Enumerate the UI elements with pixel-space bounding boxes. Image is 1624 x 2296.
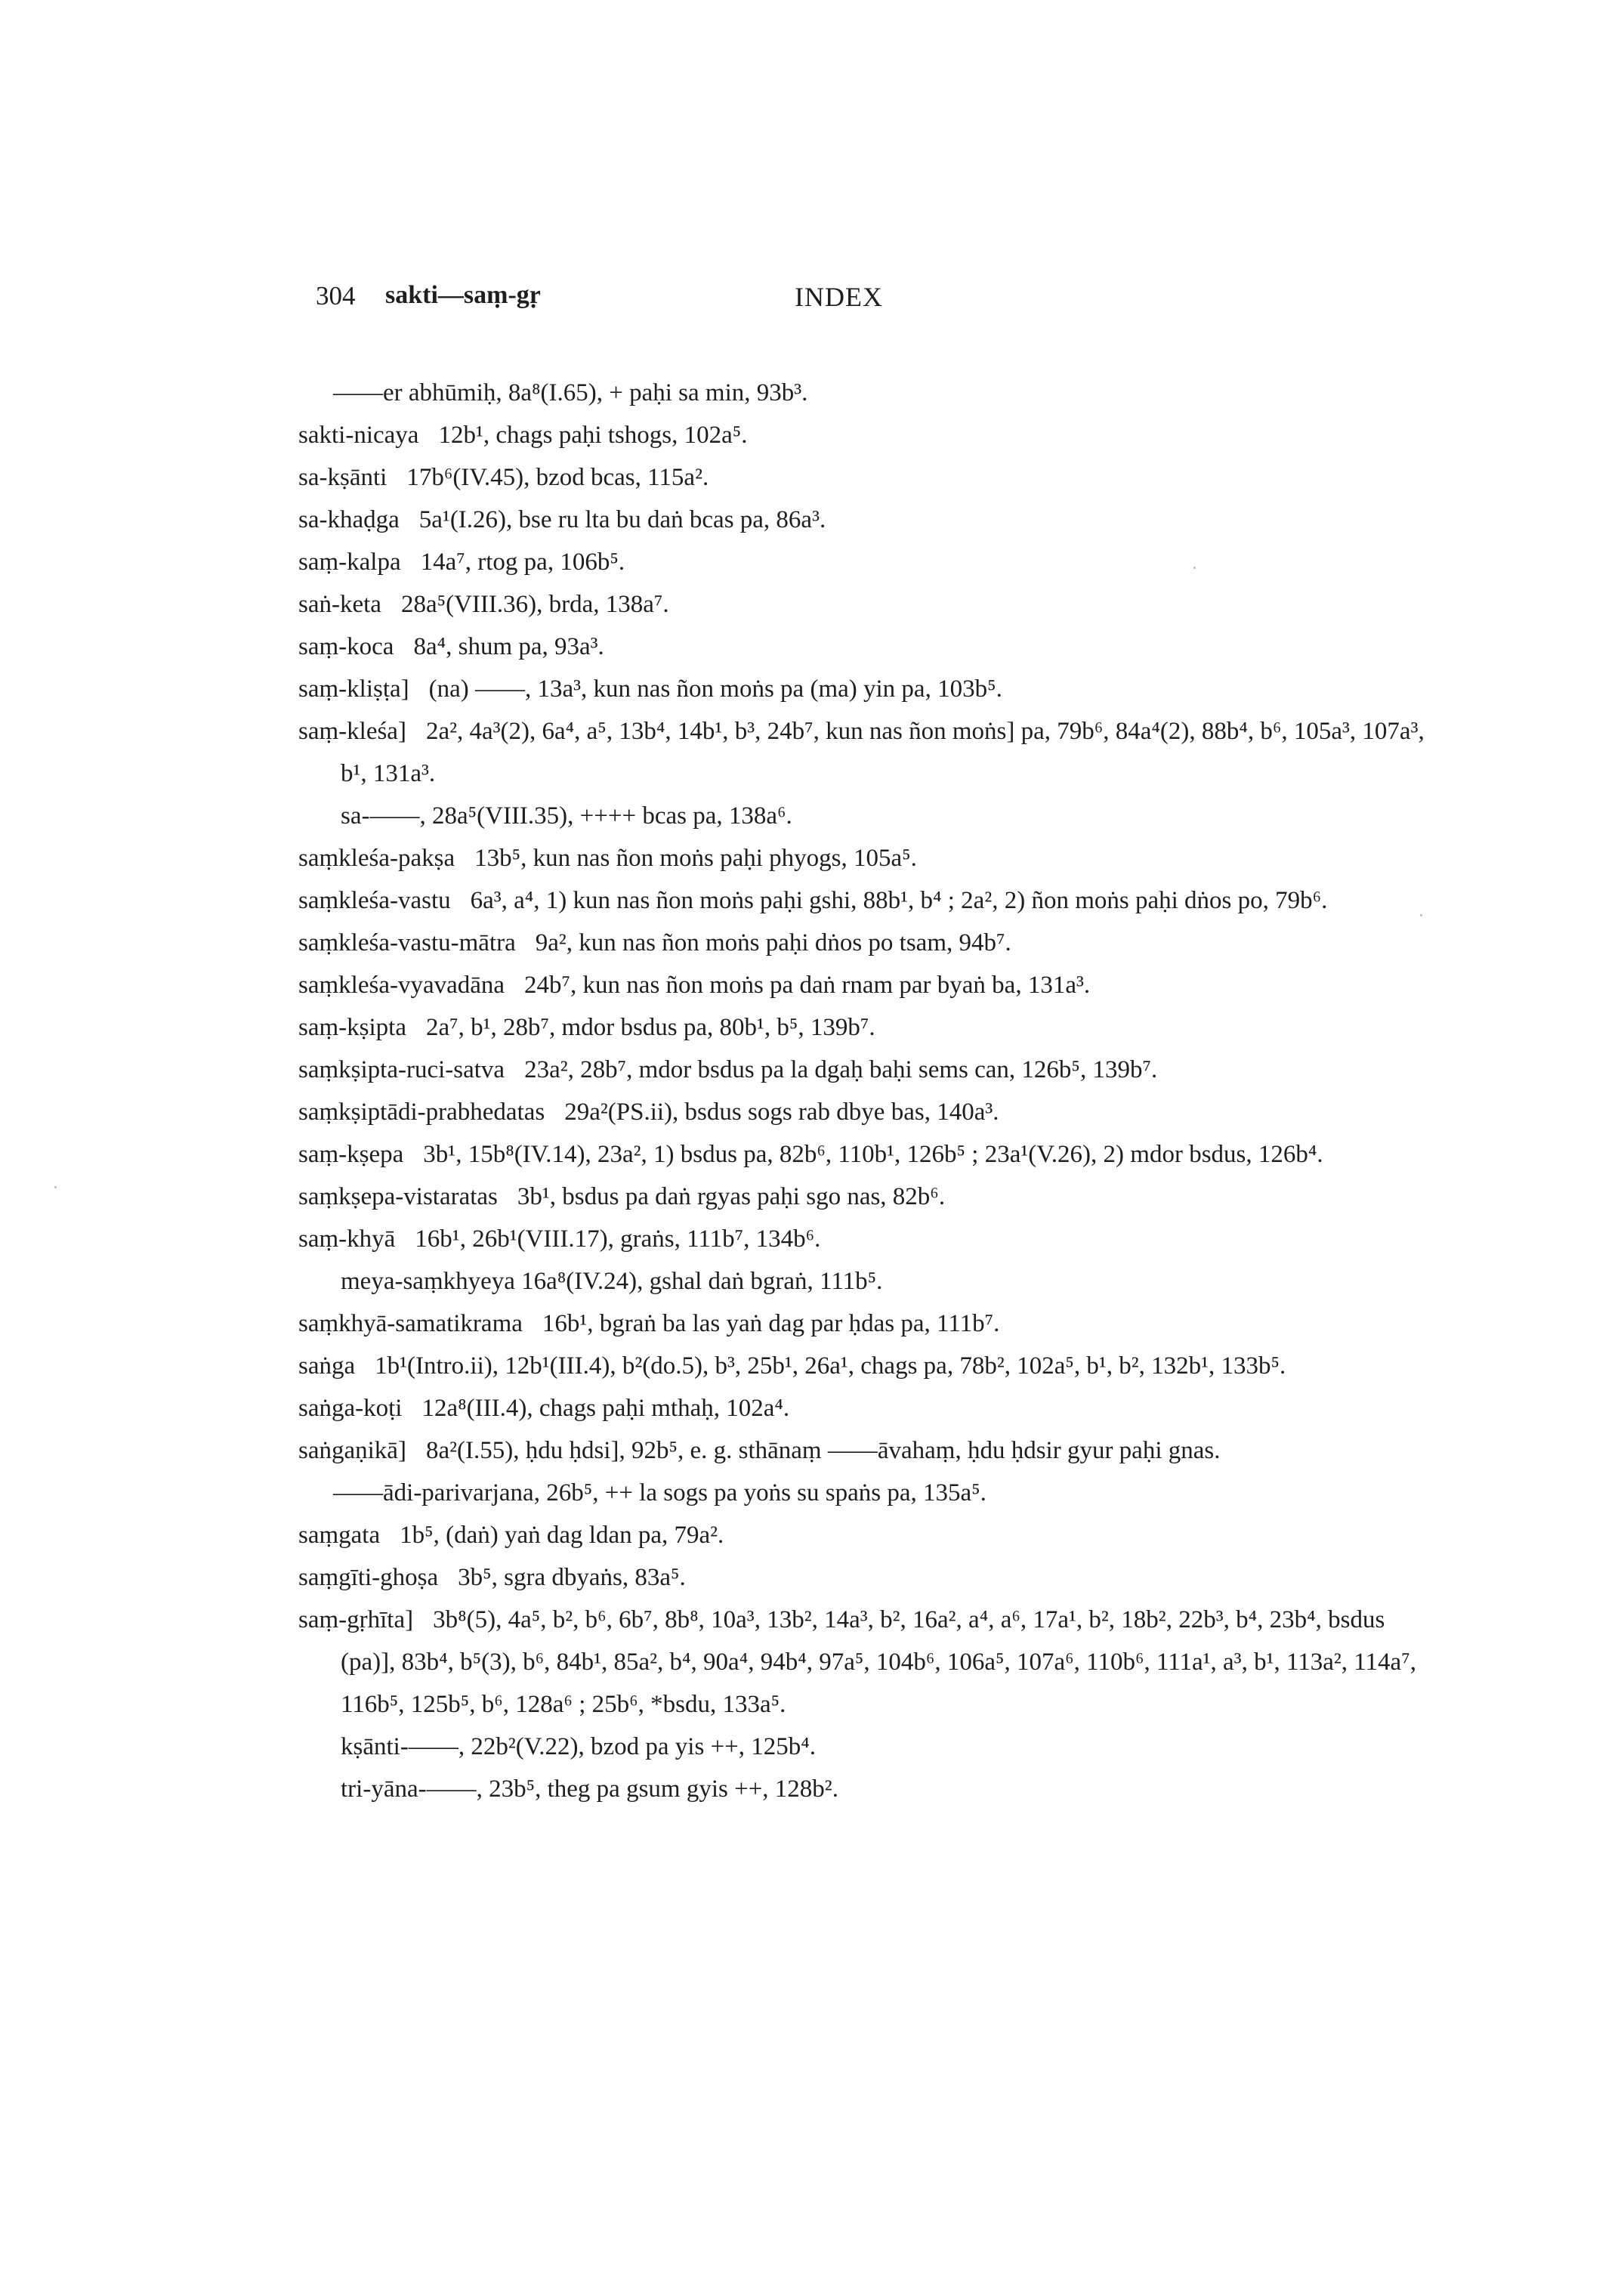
index-entry <box>298 837 1431 879</box>
entry-text: 8a⁴, shum pa, 93a³. <box>413 633 604 660</box>
entry-text: 3b¹, bsdus pa daṅ rgyas paḥi sgo nas, 82b⁶. <box>517 1183 946 1210</box>
index-entry <box>298 1345 1431 1387</box>
entry-lemma: saṃ-khyā <box>298 1225 396 1253</box>
entry-text: 12b¹, chags paḥi tshogs, 102a⁵. <box>438 422 748 449</box>
entry-lemma: saṃkleśa-vastu-mātra <box>298 929 516 956</box>
entry-text: 23a², 28b⁷, mdor bsdus pa la dgaḥ baḥi sems can, 126b⁵, 139b⁷. <box>524 1056 1158 1083</box>
index-entry <box>298 1091 1431 1133</box>
index-entry <box>298 668 1431 710</box>
index-entry <box>298 1387 1431 1429</box>
entry-lemma: saṃgata <box>298 1522 381 1549</box>
entry-text: 3b¹, 15b⁸(IV.14), 23a², 1) bsdus pa, 82b⁶, 110b¹, 126b⁵ ; 23a¹(V.26), 2) mdor bsdus, 126b⁴. <box>423 1141 1323 1168</box>
index-entry <box>298 1049 1431 1091</box>
entry-text: 28a⁵(VIII.36), brda, 138a⁷. <box>400 591 669 618</box>
entry-lemma: saṃkleśa-vyavadāna <box>298 972 505 999</box>
page-number: 304 <box>316 281 356 311</box>
entry-text: 17b⁶(IV.45), bzod bcas, 115a². <box>406 464 709 491</box>
entry-range: sakti—saṃ-gṛ <box>385 281 541 309</box>
index-entry <box>298 1133 1431 1176</box>
entry-text: 16b¹, 26b¹(VIII.17), graṅs, 111b⁷, 134b⁶. <box>415 1225 821 1253</box>
entry-lemma: sa-khaḍga <box>298 506 400 533</box>
entry-text: (na) ——, 13a³, kun nas ñon moṅs pa (ma) yin pa, 103b⁵. <box>428 675 1002 703</box>
entry-text: 8a²(I.55), ḥdu ḥdsi], 92b⁵, e. g. sthānaṃ ——āvahaṃ, ḥdu ḥdsir gyur paḥi gnas. <box>425 1437 1221 1464</box>
running-header <box>0 281 1624 326</box>
entry-text: 5a¹(I.26), bse ru lta bu daṅ bcas pa, 86a³. <box>418 506 826 533</box>
entry-text: 29a²(PS.ii), bsdus sogs rab dbye bas, 140a³. <box>564 1099 999 1126</box>
index-subentry: sa-——, 28a⁵(VIII.35), ++++ bcas pa, 138a⁶. <box>341 802 792 830</box>
index-entry <box>298 1303 1431 1345</box>
entry-text: 14a⁷, rtog pa, 106b⁵. <box>420 549 625 576</box>
index-entry <box>298 499 1431 541</box>
index-entry <box>298 1176 1431 1218</box>
entry-lemma: saṃkleśa-vastu <box>298 887 451 914</box>
index-subentry: meya-saṃkhyeya 16a⁸(IV.24), gshal daṅ bgraṅ, 111b⁵. <box>341 1268 883 1295</box>
index-entry <box>298 626 1431 668</box>
index-subentry: kṣānti-——, 22b²(V.22), bzod pa yis ++, 125b⁴. <box>341 1733 817 1760</box>
entry-lemma: saṃkṣepa-vistaratas <box>298 1183 498 1210</box>
index-entry <box>298 964 1431 1006</box>
index-entry <box>298 541 1431 583</box>
entry-text: 24b⁷, kun nas ñon moṅs pa daṅ rnam par byaṅ ba, 131a³. <box>524 972 1091 999</box>
index-entry <box>298 583 1431 626</box>
entry-lemma: saṅga <box>298 1352 356 1380</box>
entry-lemma: saṃ-kṣepa <box>298 1141 404 1168</box>
entry-text: 1b¹(Intro.ii), 12b¹(III.4), b²(do.5), b³, 25b¹, 26a¹, chags pa, 78b², 102a⁵, b¹, b², 132b¹, 133b⁵. <box>375 1352 1286 1380</box>
page-title: INDEX <box>795 282 883 312</box>
entry-lemma: sa-kṣānti <box>298 464 387 491</box>
index-entry <box>298 1556 1431 1599</box>
entry-text: 16b¹, bgraṅ ba las yaṅ dag par ḥdas pa, 111b⁷. <box>542 1310 1000 1337</box>
index-entries <box>298 372 1431 1810</box>
index-entry <box>298 1429 1431 1472</box>
entry-text: 1b⁵, (daṅ) yaṅ dag ldan pa, 79a². <box>400 1522 724 1549</box>
entry-text: 6a³, a⁴, 1) kun nas ñon moṅs paḥi gshi, 88b¹, b⁴ ; 2a², 2) ñon moṅs paḥi dṅos po, 79b⁶. <box>470 887 1328 914</box>
index-entry <box>298 414 1431 456</box>
entry-lemma: saṃ-koca <box>298 633 394 660</box>
entry-text: 12a⁸(III.4), chags paḥi mthaḥ, 102a⁴. <box>421 1395 790 1422</box>
index-entry <box>298 456 1431 499</box>
entry-lemma: saṃkleśa-pakṣa <box>298 845 455 872</box>
index-entry <box>298 710 1431 795</box>
entry-text: 3b⁸(5), 4a⁵, b², b⁶, 6b⁷, 8b⁸, 10a³, 13b², 14a³, b², 16a², a⁴, a⁶, 17a¹, b², 18b², 22b³, b⁴, 23b⁴, bsdus (pa)], 83b⁴, b⁵(3), b⁶, 84b¹, 85a², b⁴, 90a⁴, 94b⁴, 97a⁵, 104b⁶, 106a⁵, 107a⁶, 110b⁶, 111a¹, a³, b¹, 113a², 114a⁷, 116b⁵, 125b⁵, b⁶, 128a⁶ ; 25b⁶, *bsdu, 133a⁵. <box>341 1606 1416 1718</box>
entry-lemma: sakti-nicaya <box>298 422 419 449</box>
entry-lemma: saṃkṣipta-ruci-satva <box>298 1056 505 1083</box>
entry-lemma: saṃ-kṣipta <box>298 1014 406 1041</box>
entry-lemma: saṅ-keta <box>298 591 381 618</box>
entry-lemma: saṃkhyā-samatikrama <box>298 1310 523 1337</box>
entry-lemma: saṃ-kliṣṭa] <box>298 675 409 703</box>
entry-lemma: saṃkṣiptādi-prabhedatas <box>298 1099 545 1126</box>
entry-lemma: saṃgīti-ghoṣa <box>298 1564 439 1591</box>
entry-text: 2a⁷, b¹, 28b⁷, mdor bsdus pa, 80b¹, b⁵, 139b⁷. <box>425 1014 875 1041</box>
entry-text: 13b⁵, kun nas ñon moṅs paḥi phyogs, 105a⁵. <box>474 845 917 872</box>
entry-lemma: saṃ-kleśa] <box>298 718 406 745</box>
entry-lemma: saṅgaṇikā] <box>298 1437 406 1464</box>
index-subentry: ——ādi-parivarjana, 26b⁵, ++ la sogs pa yoṅs su spaṅs pa, 135a⁵. <box>333 1479 986 1506</box>
index-entry <box>298 1514 1431 1556</box>
entry-text: 2a², 4a³(2), 6a⁴, a⁵, 13b⁴, 14b¹, b³, 24b⁷, kun nas ñon moṅs] pa, 79b⁶, 84a⁴(2), 88b⁴, b⁶, 105a³, 107a³, b¹, 131a³. <box>341 718 1425 787</box>
entry-text: 9a², kun nas ñon moṅs paḥi dṅos po tsam, 94b⁷. <box>535 929 1011 956</box>
entry-lemma: saṃ-gṛhīta] <box>298 1606 414 1633</box>
scan-speck <box>54 1186 57 1188</box>
index-entry <box>298 922 1431 964</box>
index-entry <box>298 1006 1431 1049</box>
index-entry <box>298 1599 1431 1726</box>
entry-text: 3b⁵, sgra dbyaṅs, 83a⁵. <box>458 1564 686 1591</box>
index-subentry: tri-yāna-——, 23b⁵, theg pa gsum gyis ++, 128b². <box>341 1775 838 1803</box>
index-entry: ——er abhūmiḥ, 8a⁸(I.65), + paḥi sa min, 93b³. <box>333 379 808 406</box>
index-entry <box>298 879 1431 922</box>
entry-lemma: saṅga-koṭi <box>298 1395 403 1422</box>
entry-lemma: saṃ-kalpa <box>298 549 401 576</box>
index-entry <box>298 1218 1431 1260</box>
